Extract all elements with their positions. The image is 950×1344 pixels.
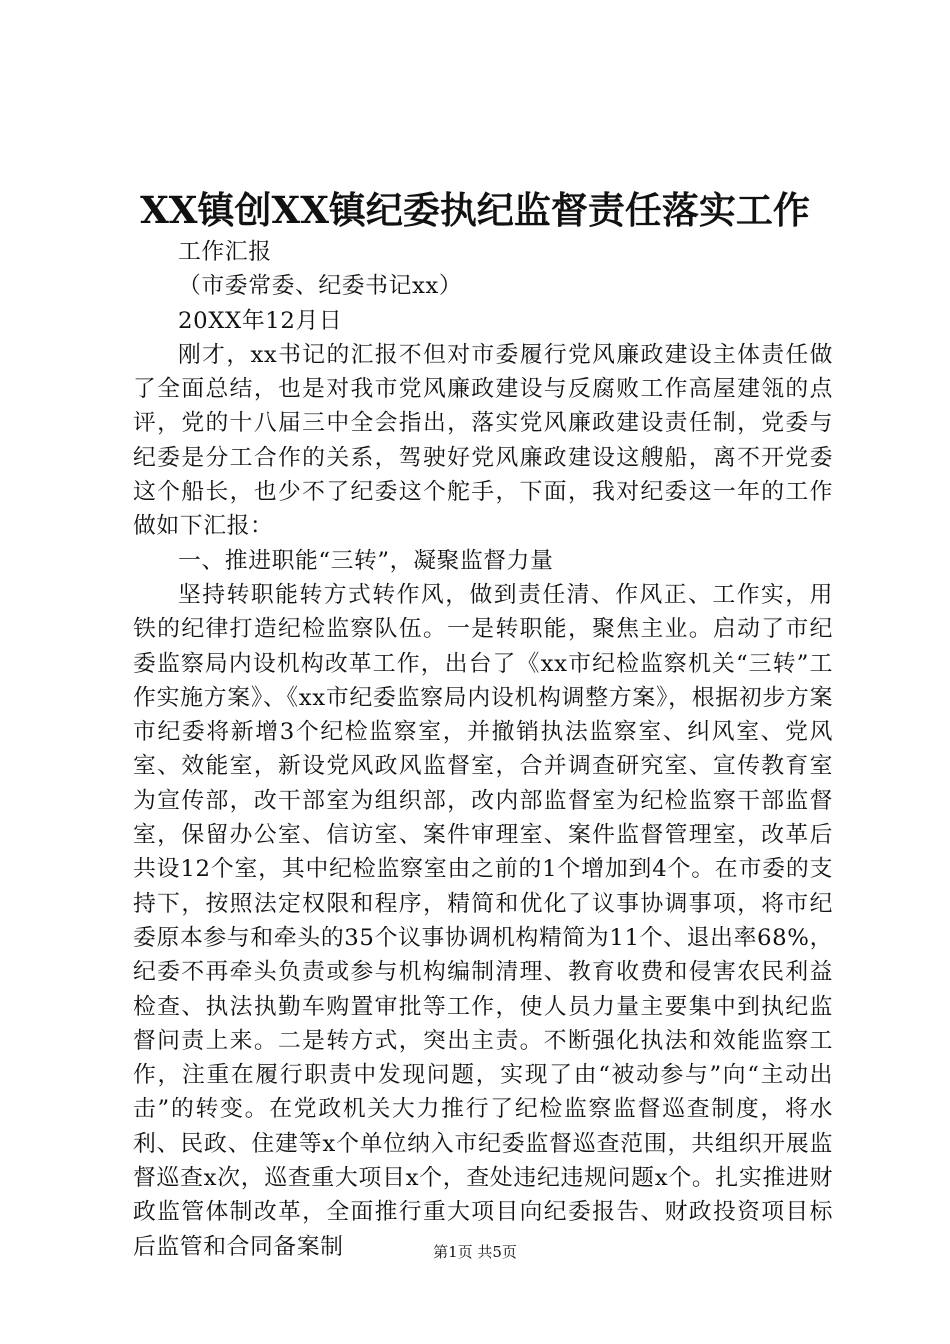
- paragraph-section-1: 坚持转职能转方式转作风，做到责任清、作风正、工作实，用铁的纪律打造纪检监察队伍。一是转职能，聚焦主业。启动了市纪委监察局内设机构改革工作，出台了《xx市纪检监察机关“三转”工作实施方案》、《xx市纪委监察局内设机构调整方案》，根据初步方案市纪委将新增3个纪检监察室，并撤销执法监察室、纠风室、党风室、效能室，新设党风政风监督室，合并调查研究室、宣传教育室为宣传部，改干部室为组织部，改内部监督室为纪检监察干部监督室，保留办公室、信访室、案件审理室、案件监督管理室，改革后共设12个室，其中纪检监察室由之前的1个增加到4个。在市委的支持下，按照法定权限和程序，精简和优化了议事协调事项，将市纪委原本参与和牵头的35个议事协调机构精简为11个、退出率68%，纪委不再牵头负责或参与机构编制清理、教育收费和侵害农民利益检查、执法执勤车购置审批等工作，使人员力量主要集中到执纪监督问责上来。二是转方式，突出主责。不断强化执法和效能监察工作，注重在履行职责中发现问题，实现了由“被动参与”向“主动出击”的转变。在党政机关大力推行了纪检监察监督巡查制度，将水利、民政、住建等x个单位纳入市纪委监督巡查范围，共组织开展监督巡查x次，巡查重大项目x个，查处违纪违规问题x个。扎实推进财政监管体制改革，全面推行重大项目向纪委报告、财政投资项目标后监管和合同备案制: [133, 581, 833, 1260]
- document-body: [133, 235, 833, 1264]
- document-title: XX镇创XX镇纪委执纪监督责任落实工作: [140, 188, 810, 232]
- date-line: 20XX年12月日: [178, 307, 343, 334]
- report-subtitle: 工作汇报: [178, 239, 272, 265]
- section-heading-1: 一、推进职能“三转”，凝聚监督力量: [178, 547, 554, 574]
- page-footer: 第1页 共5页: [433, 1243, 517, 1261]
- paragraph-intro: 刚才，xx书记的汇报不但对市委履行党风廉政建设主体责任做了全面总结，也是对我市党风廉政建设与反腐败工作高屋建瓴的点评，党的十八届三中全会指出，落实党风廉政建设责任制，党委与纪委是分工合作的关系，驾驶好党风廉政建设这艘船，离不开党委这个船长，也少不了纪委这个舵手，下面，我对纪委这一年的工作做如下汇报：: [133, 341, 833, 540]
- author-line: （市委常委、纪委书记xx）: [178, 273, 463, 300]
